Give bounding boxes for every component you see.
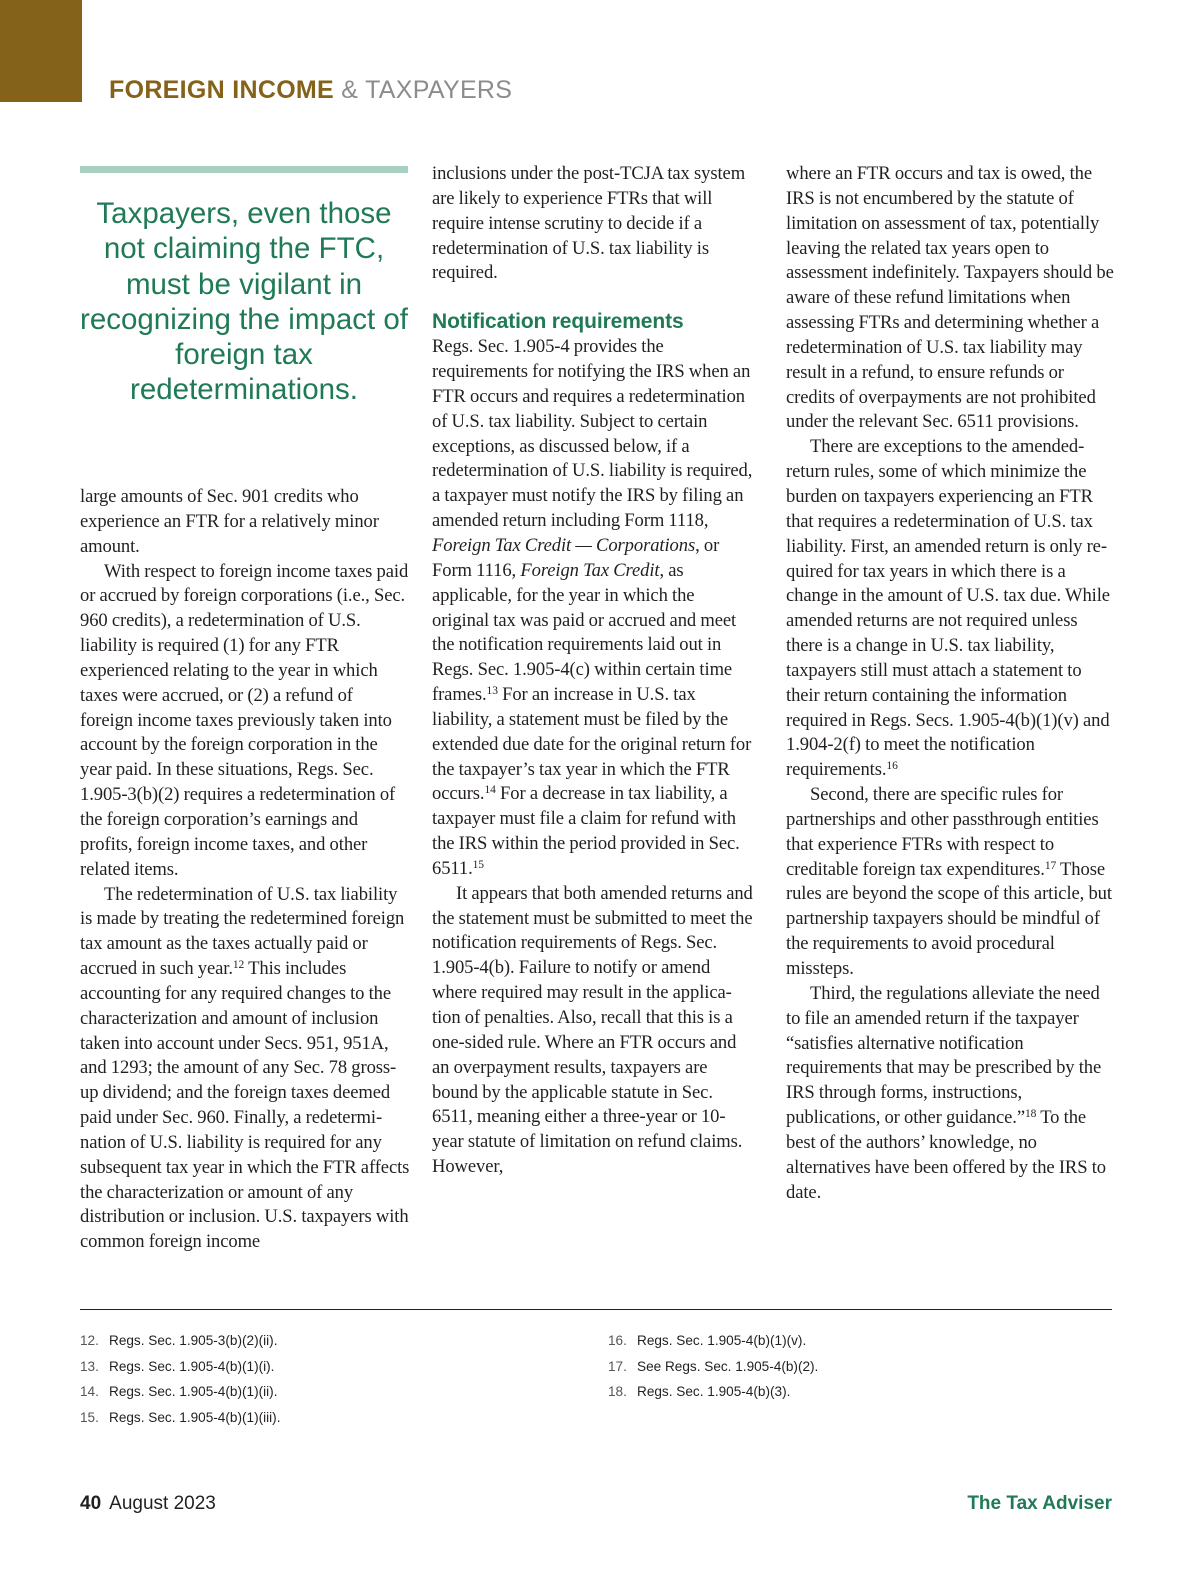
footnote-text: See Regs. Sec. 1.905-4(b)(2).: [637, 1358, 819, 1374]
text-run: For a decrease in tax liability, a taxpayer must file a claim for refund with the IRS within the period provided in Sec. 6511.: [432, 783, 740, 879]
footnote-ref: 13: [486, 685, 498, 698]
footnote-ref: 14: [484, 784, 496, 797]
footnote-text: Regs. Sec. 1.905-4(b)(3).: [637, 1384, 791, 1399]
footnote-number: 17.: [608, 1358, 627, 1374]
section-header: [109, 76, 512, 105]
text-run: , as applicable, for the year in which the original tax was paid or accrued and meet the notification requirements laid out in Regs. Sec. 1.905-4(c) within certain time frames.: [432, 559, 737, 706]
footnote-number: 15.: [80, 1409, 99, 1425]
text-run: This includes accounting for any required changes to the characterization and amount of inclusion taken into account under Secs. 951, 951A, and 1293; the amount of any Sec. 78 gross-up dividend; and the foreign taxes deemed paid under Sec. 960. Finally, a redetermination of U.S. liability is required for any subsequent tax year in which the FTR affects the characterization or amount of any distribution or inclusion. U.S. taxpayers with common foreign income: [80, 958, 410, 1253]
form-title: Foreign Tax Credit: [520, 559, 660, 581]
footnote-ref: 18: [1025, 1108, 1037, 1121]
text-run: Third, the regulations alleviate the need to file an amended return if the taxpayer “satisfies alternative notification requirements that may be prescribed by the IRS through forms, instructions, publications, or other guidance.”: [786, 982, 1102, 1129]
article-column-1: [80, 485, 410, 1255]
page-number: 40: [80, 1493, 102, 1514]
footnote-text: Regs. Sec. 1.905-4(b)(1)(ii).: [109, 1384, 278, 1399]
footnote-number: 18.: [608, 1384, 627, 1399]
footnote: [80, 1328, 281, 1354]
pullquote: Taxpayers, even those not claiming the FTC, must be vigilant in recognizing the impact of foreign tax redeterminations.: [80, 197, 408, 407]
subhead-notification-requirements: Notification requirements: [432, 310, 684, 334]
text-run: There are exceptions to the amended-return rules, some of which minimize the burden on taxpayers experiencing an FTR that requires a redetermination of U.S. tax liability. First, an amended return is only required for tax years in which there is a change in the amount of U.S. tax due. While amended returns are not required unless there is a change in U.S. tax liability, taxpayers still must attach a statement to their return containing the information required in Regs. Secs. 1.905-4(b)(1)(v) and 1.904-2(f) to meet the notification requirements.: [786, 436, 1110, 781]
footnote-text: Regs. Sec. 1.905-4(b)(1)(i).: [109, 1358, 275, 1374]
corner-color-block: [0, 0, 82, 102]
page-footer-left: [80, 1493, 216, 1515]
paragraph: With respect to foreign income taxes paid or accrued by foreign corporations (i.e., Sec. 960 credits), a redetermination of U.S. liability is required (1) for any FTR experienced relating to the year in which taxes were accrued, or (2) a refund of foreign income taxes previously taken into account by the foreign corporation in the year paid. In these situations, Regs. Sec. 1.905-3(b)(2) requires a redetermination of the foreign corporation’s earnings and profits, foreign income taxes, and other related items.: [80, 560, 409, 880]
paragraph: [786, 783, 1116, 982]
publication-name: The Tax Adviser: [967, 1493, 1112, 1514]
footnotes-right: [608, 1328, 818, 1405]
footnote: [608, 1379, 818, 1405]
article-column-2: [432, 162, 754, 1180]
paragraph: It appears that both amended returns and the statement must be submitted to meet the notification requirements of Regs. Sec. 1.905-4(b). Failure to notify or amend where required may result in the application of penalties. Also, recall that this is a one-sided rule. Where an FTR occurs and an overpayment results, taxpayers are bound by the applicable statute in Sec. 6511, meaning either a three-year or 10-year statute of limitation on refund claims. However,: [432, 882, 753, 1178]
footnote-number: 14.: [80, 1384, 99, 1399]
footnote: [80, 1405, 281, 1431]
text-run: Regs. Sec. 1.905-4 provides the requirements for notifying the IRS when an FTR occurs and requires a redetermination of U.S. tax liability. Subject to certain exceptions, as discussed below, if a redetermination of U.S. liability is required, a taxpayer must notify the IRS by filing an amended return including Form 1118,: [432, 336, 753, 532]
footnote-number: 12.: [80, 1333, 99, 1348]
footnotes-left: [80, 1328, 281, 1430]
footnote-ref: 17: [1044, 859, 1057, 872]
paragraph: where an FTR occurs and tax is owed, the IRS is not encumbered by the statute of limitation on assessment of tax, potentially leaving the related tax years open to assessment indefinitely. Taxpayers should be aware of these refund limitations when assessing FTRs and determining whether a redetermination of U.S. tax liability may result in a refund, to ensure refunds or credits of overpayments are not prohibited under the relevant Sec. 6511 provisions.: [786, 163, 1114, 433]
text-run: To the best of the authors’ knowledge, no alternatives have been offered by the IRS to date.: [786, 1107, 1106, 1203]
text-run: Second, there are specific rules for partnerships and other passthrough entities that experience FTRs with respect to creditable foreign tax expenditures.: [786, 784, 1099, 880]
section-header-light: & TAXPAYERS: [341, 76, 513, 104]
footnote-text: Regs. Sec. 1.905-4(b)(1)(iii).: [109, 1409, 281, 1425]
issue-date: August 2023: [109, 1493, 216, 1514]
footnote: [608, 1328, 818, 1354]
footnote-number: 16.: [608, 1333, 627, 1348]
form-title: Foreign Tax Credit — Corporations: [432, 534, 696, 556]
footnote: [80, 1354, 281, 1380]
paragraph: [432, 335, 754, 882]
paragraph: inclusions under the post-TCJA tax system are likely to experience FTRs that will require intense scrutiny to decide if a redetermination of U.S. tax liability is required.: [432, 163, 746, 284]
text-run: The redetermination of U.S. tax liability is made by treating the redetermined foreign tax amount as the taxes actually paid or accrued in such year.: [80, 883, 405, 980]
footnote-ref: 15: [472, 858, 484, 871]
paragraph: [786, 435, 1116, 783]
footnote-ref: 16: [886, 760, 898, 773]
text-run: For an increase in U.S. tax liability, a statement must be filed by the extended due date for the original return for the taxpayer’s tax year in which the FTR occurs.: [432, 684, 752, 805]
footnote-divider: [80, 1309, 1112, 1310]
footnote: [80, 1379, 281, 1405]
pullquote-bar: [80, 166, 408, 173]
footnote: [608, 1354, 818, 1380]
footnote-text: Regs. Sec. 1.905-4(b)(1)(v).: [637, 1333, 807, 1348]
footnote-ref: 12: [232, 959, 245, 972]
section-header-bold: FOREIGN INCOME: [109, 76, 335, 104]
paragraph: [80, 883, 410, 1256]
paragraph: large amounts of Sec. 901 credits who experience an FTR for a relatively minor amount.: [80, 486, 379, 557]
footnote-number: 13.: [80, 1358, 99, 1374]
text-run: Those rules are beyond the scope of this article, but partnership taxpayers should be mindful of the requirements to avoid procedural missteps.: [786, 858, 1112, 979]
footnote-text: Regs. Sec. 1.905-3(b)(2)(ii).: [109, 1333, 278, 1348]
paragraph: [786, 982, 1116, 1206]
text-run: , or Form 1116,: [432, 534, 720, 581]
article-column-3: [786, 162, 1116, 1205]
